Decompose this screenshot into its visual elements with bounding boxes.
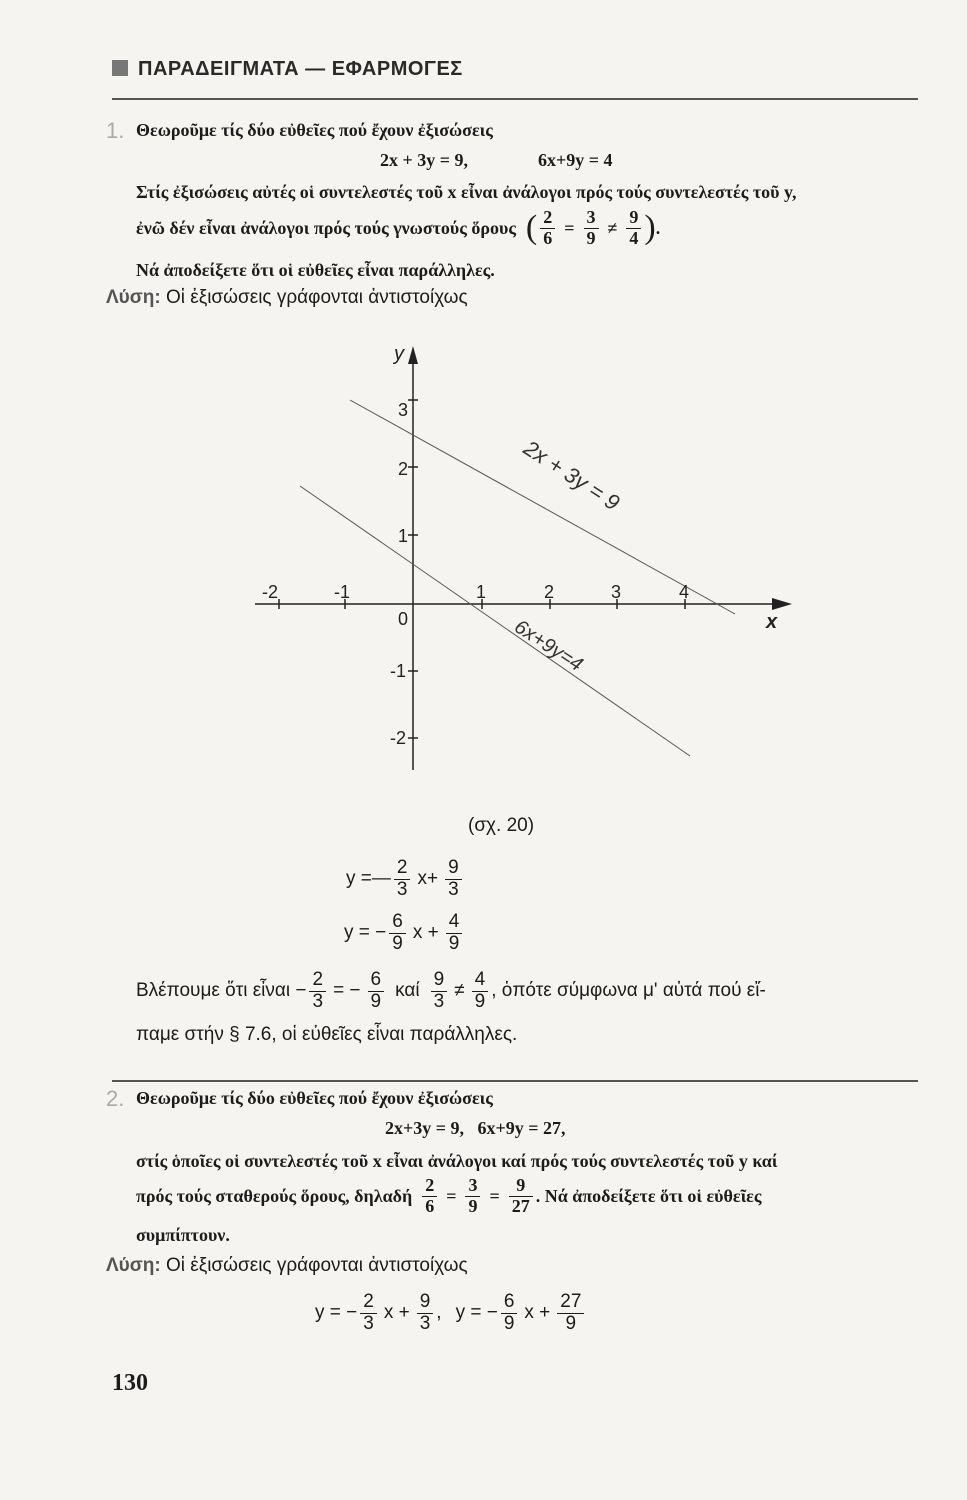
numerator: 9 [431, 970, 448, 992]
header-title: ΠΑΡΑΔΕΙΓΜΑΤΑ — ΕΦΑΡΜΟΓΕΣ [138, 58, 463, 80]
example2-line2-pre: πρός τούς σταθερούς ὅρους, δηλαδή [136, 1185, 413, 1206]
denominator: 6 [543, 227, 553, 248]
not-equal-sign: ≠ [607, 217, 618, 238]
conclusion-post: , ὁπότε σύμφωνα μ' αὐτά πού εἴ- [491, 980, 766, 1002]
y-axis-label: y [394, 343, 404, 365]
x-tick-label: 2 [544, 582, 555, 602]
figure-caption: (σχ. 20) [468, 815, 535, 836]
y-tick-label: 1 [398, 526, 409, 546]
numerator: 6 [501, 1292, 518, 1314]
equals-sign: = [564, 217, 575, 238]
conjunction: καί [395, 980, 420, 1002]
solution-text: Οἱ ἐξισώσεις γράφονται ἀντιστοίχως [165, 1255, 468, 1276]
conclusion-line1 [136, 970, 766, 1013]
x-tick-label: 4 [679, 582, 690, 602]
equals-sign: = [446, 1185, 457, 1206]
fraction [368, 970, 385, 1013]
section-rule [112, 1080, 918, 1082]
denominator: 3 [433, 990, 445, 1012]
example2-solution [106, 1255, 468, 1277]
equation-mid: x + [524, 1302, 551, 1324]
numerator: 2 [422, 1176, 437, 1197]
y-tick-label: 2 [398, 459, 409, 479]
numerator: 4 [446, 912, 463, 934]
numerator: 2 [309, 970, 326, 992]
denominator: 9 [586, 227, 596, 248]
example1-line3: Νά ἀποδείξετε ὅτι οἱ εὐθεῖες εἶναι παράλληλες. [136, 260, 495, 280]
fraction [472, 970, 489, 1013]
fraction [394, 858, 411, 901]
numerator: 3 [584, 208, 599, 229]
example2-line1: στίς ὁποῖες οἱ συντελεστές τοῦ x εἶναι ἀνάλογοι καί πρός τούς συντελεστές τοῦ y καί [136, 1151, 778, 1171]
equation-mid: x + [383, 1302, 410, 1324]
denominator: 3 [396, 878, 408, 900]
numerator: 4 [472, 970, 489, 992]
numerator: 6 [368, 970, 385, 992]
conclusion-pre: Βλέπουμε ὅτι εἶναι − [136, 980, 307, 1002]
x-tick-label: -2 [262, 582, 279, 602]
x-tick-label: -1 [334, 582, 351, 602]
open-paren: ( [525, 209, 538, 247]
solution-label: Λύση: [106, 1255, 161, 1276]
equals-sign: = − [333, 980, 361, 1002]
comma: , [436, 1302, 442, 1324]
y-axis-arrow-icon [408, 346, 418, 364]
fraction [446, 912, 463, 955]
fraction [309, 970, 326, 1013]
equation-mid: x + [412, 922, 439, 944]
equation-lhs: y = − [344, 922, 387, 944]
numerator: 6 [389, 912, 406, 934]
x-axis-label: x [766, 611, 778, 633]
example2-line3: συμπίπτουν. [136, 1225, 230, 1245]
equals-sign: = [489, 1185, 500, 1206]
numerator: 9 [445, 858, 462, 880]
denominator: 9 [503, 1312, 515, 1334]
y-tick-label: -2 [390, 728, 407, 748]
origin-label: 0 [398, 609, 409, 629]
equation-lhs: y = − [455, 1302, 498, 1324]
x-axis-arrow-icon [772, 598, 792, 610]
x-tick-label: 3 [611, 582, 622, 602]
denominator: 27 [511, 1195, 530, 1216]
example2-line2 [136, 1176, 761, 1217]
denominator: 9 [392, 932, 403, 954]
example2-intro: Θεωροῦμε τίς δύο εὐθεῖες πού ἔχουν ἐξισώσεις [136, 1088, 493, 1108]
denominator: 9 [448, 932, 460, 954]
equation-lhs: y =— [346, 868, 391, 890]
numerator: 3 [465, 1176, 480, 1197]
denominator: 3 [419, 1312, 431, 1334]
example1-eq2: 6x+9y = 4 [538, 150, 613, 170]
line-6x-9y-4 [300, 486, 690, 756]
period: . [655, 217, 661, 238]
denominator: 6 [425, 1195, 435, 1216]
fraction [417, 1292, 434, 1335]
numerator: 9 [417, 1292, 434, 1314]
numerator: 2 [540, 208, 555, 229]
example1-intro: Θεωροῦμε τίς δύο εὐθεῖες πού ἔχουν ἐξισώσεις [136, 120, 493, 140]
denominator: 9 [468, 1195, 478, 1216]
denominator: 9 [565, 1312, 577, 1334]
conclusion-line2: παμε στήν § 7.6, οἱ εὐθεῖες εἶναι παράλληλες. [136, 1024, 518, 1045]
fraction [501, 1292, 518, 1335]
example1-line1: Στίς ἐξισώσεις αὐτές οἱ συντελεστές τοῦ x εἶναι ἀνάλογοι πρός τούς συντελεστές τοῦ y, [136, 182, 797, 202]
numerator: 9 [509, 1176, 533, 1197]
fraction [360, 1292, 377, 1335]
equation-mid: x+ [417, 868, 439, 890]
fraction-3-9 [465, 1176, 480, 1217]
example1-eq1: 2x + 3y = 9, [380, 150, 469, 170]
numerator: 2 [394, 858, 411, 880]
line-2x-3y-9 [350, 400, 735, 614]
denominator: 3 [448, 878, 459, 900]
numerator: 27 [557, 1292, 584, 1314]
fraction [389, 912, 406, 955]
denominator: 3 [363, 1312, 374, 1334]
solution-text: Οἱ ἐξισώσεις γράφονται ἀντιστοίχως [165, 287, 468, 308]
line2-label: 6x+9y=4 [510, 615, 587, 676]
y-tick-label: 3 [398, 400, 409, 420]
fraction-9-27 [509, 1176, 533, 1217]
numerator: 2 [360, 1292, 377, 1314]
not-equal-sign: ≠ [454, 980, 465, 1002]
line1-label: 2x + 3y = 9 [519, 435, 625, 516]
equation-2 [344, 912, 465, 955]
close-paren: ) [644, 209, 656, 247]
example1-number: 1. [106, 118, 125, 143]
numerator: 9 [626, 208, 641, 229]
example2-line2-post: . Νά ἀποδείξετε ὅτι οἱ εὐθεῖες [535, 1185, 762, 1206]
y-tick-label: -1 [390, 661, 407, 681]
denominator: 4 [629, 227, 639, 248]
fraction-2-6 [422, 1176, 437, 1217]
page-number: 130 [112, 1370, 148, 1396]
example2-number: 2. [106, 1086, 125, 1111]
example2-solution-equations [315, 1292, 587, 1335]
denominator: 3 [312, 990, 324, 1012]
denominator: 9 [370, 990, 382, 1012]
example2-equations: 2x+3y = 9, 6x+9y = 27, [385, 1118, 566, 1138]
fraction [445, 858, 462, 901]
equation-1 [346, 858, 465, 901]
equation-lhs: y = − [315, 1302, 358, 1324]
fraction [557, 1292, 584, 1335]
fraction [431, 970, 448, 1013]
solution-label: Λύση: [106, 287, 161, 308]
example1-line2-text: ἐνῶ δέν εἶναι ἀνάλογοι πρός τούς γνωστούς ὅρους [136, 217, 516, 238]
denominator: 9 [474, 990, 486, 1012]
x-tick-label: 1 [476, 582, 487, 602]
